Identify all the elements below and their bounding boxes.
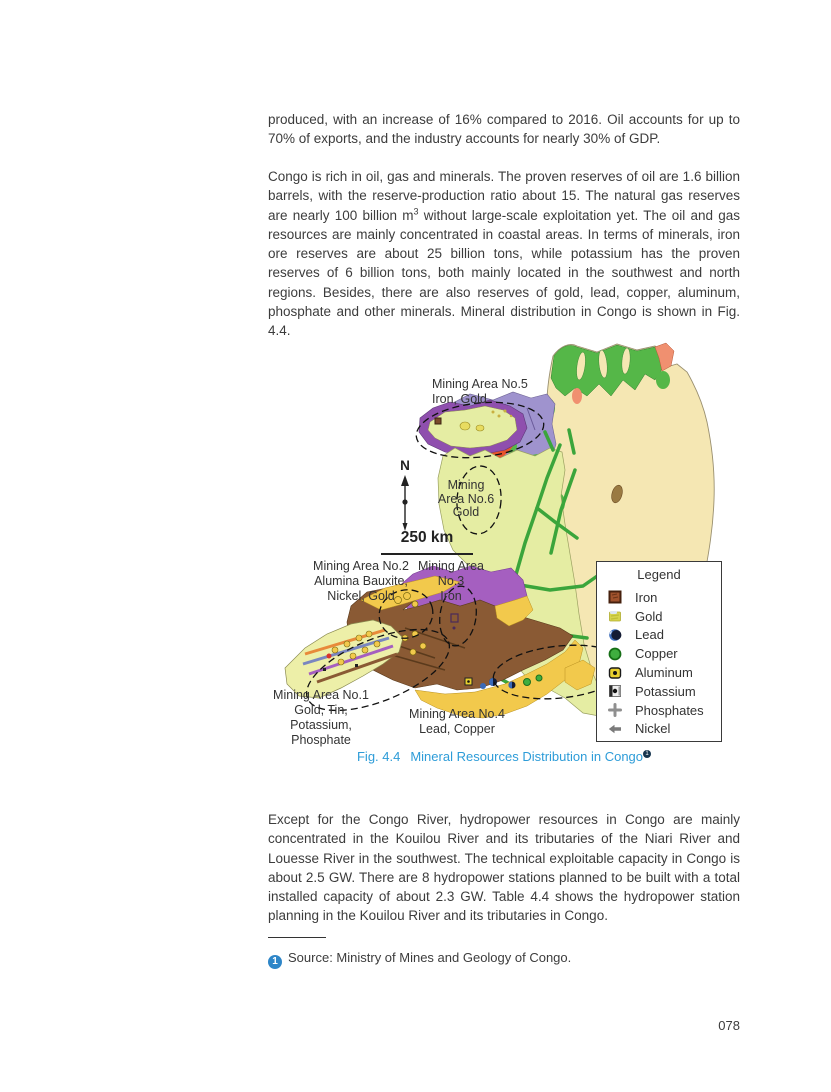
- legend-label-lead: Lead: [635, 627, 664, 643]
- north-label: N: [400, 458, 410, 473]
- label-mining-area-1: [262, 688, 380, 748]
- figure-caption-title: Mineral Resources Distribution in Congo: [410, 749, 644, 764]
- cubic-meter-superscript: 3: [413, 206, 419, 217]
- legend-label-potassium: Potassium: [635, 683, 696, 699]
- legend-label-aluminum: Aluminum: [635, 665, 693, 681]
- label-mining-area-2: [313, 559, 409, 604]
- gold-deposit-icon: [608, 609, 622, 623]
- legend-label-phosphates: Phosphates: [635, 702, 704, 718]
- legend-title: Legend: [637, 567, 681, 582]
- footnote-separator: [268, 937, 326, 938]
- legend-row-phosphates: [597, 701, 721, 720]
- label-area3-line2: No.3: [437, 574, 465, 588]
- label-mining-area-5: [432, 377, 528, 406]
- paragraph-oil-gdp: produced, with an increase of 16% compared to 2016. Oil accounts for up to 70% of exports, and the industry accounts for nearly 30% of GDP.: [268, 112, 740, 147]
- label-mining-area-6: [432, 479, 500, 520]
- legend-row-iron: [597, 588, 721, 607]
- label-area2-line1: Mining Area No.2: [313, 559, 409, 573]
- label-area4-line1: Mining Area No.4: [409, 707, 505, 721]
- legend-row-lead: [597, 626, 721, 645]
- label-area1-line3: Phosphate: [291, 733, 351, 747]
- label-area3-line3: Iron: [440, 589, 462, 603]
- copper-circle-icon: [608, 647, 622, 661]
- label-area5-line2: Iron, Gold: [432, 391, 487, 406]
- legend-label-gold: Gold: [635, 608, 663, 624]
- scale-bar-line: [381, 553, 473, 555]
- label-area6-line2: Area No.6: [437, 491, 495, 506]
- footnote-text: Source: Ministry of Mines and Geology of Congo.: [288, 950, 572, 965]
- legend-row-aluminum: [597, 663, 721, 682]
- iron-square-icon: [608, 590, 622, 604]
- legend-label-nickel: Nickel: [635, 721, 671, 737]
- nickel-arrow-icon: [608, 722, 622, 736]
- label-mining-area-3: [415, 559, 487, 604]
- footnote-marker-icon: 1: [268, 955, 282, 969]
- label-area1-line2: Gold, Tin, Potassium,: [290, 703, 352, 732]
- paragraph-minerals-text-cont: without large-scale exploitation yet. The oil and gas resources are mainly concentrated in coastal areas. In terms of minerals, iron ore reserves are about 25 billion tons, while potassium has the proven reserves of 6 billion tons, both mainly located in the southwest and north regions. Besides, there are also reserves of gold, lead, copper, aluminum, phosphate and other minerals. Mineral distribution in Congo is shown in Fig. 4.4.: [268, 207, 740, 339]
- label-mining-area-4: [405, 707, 509, 737]
- potassium-square-icon: [608, 684, 622, 698]
- label-area6-line3: Gold: [452, 505, 480, 519]
- label-area2-line2: Alumina Bauxite,: [314, 574, 408, 588]
- label-area2-line3: Nickel, Gold: [327, 589, 395, 603]
- label-area6-line1: Mining: [447, 478, 485, 492]
- lead-circle-icon: [608, 628, 622, 642]
- paragraph-hydropower: Except for the Congo River, hydropower resources in Congo are mainly concentrated in the Kouilou River and its tributaries of the Niari River and Louesse River in the southwest. The technical exploitable capacity in Congo is about 2.5 GW. There are 8 hydropower stations planned to be built with a total installed capacity of about 2.3 GW. Table 4.4 shows the hydropower station planning in the Kouilou River and its tributaries in Congo.: [268, 812, 740, 924]
- label-area1-line1: Mining Area No.1: [273, 688, 369, 702]
- phosphates-cross-icon: [608, 703, 622, 717]
- caption-footnote-ref-icon: 1: [643, 750, 651, 758]
- figure-caption: [268, 749, 740, 764]
- label-area4-line2: Lead, Copper: [419, 722, 495, 736]
- legend-label-iron: Iron: [635, 589, 658, 605]
- figure-caption-prefix: Fig. 4.4: [356, 749, 401, 764]
- paragraph-minerals-text: Congo is rich in oil, gas and minerals. The proven reserves of oil are 1.6 billion barrels, with the reserve-production ratio about 15. The natural gas reserves are nearly 100 billion m: [268, 169, 740, 223]
- footnote: [268, 950, 740, 969]
- legend-label-copper: Copper: [635, 646, 678, 662]
- map-legend: [596, 561, 722, 742]
- page-number: 078: [718, 1018, 740, 1033]
- north-arrow-icon: [398, 475, 412, 531]
- scale-bar-label: 250 km: [400, 529, 454, 546]
- label-area3-line1: Mining Area: [417, 559, 484, 573]
- legend-row-potassium: [597, 682, 721, 701]
- legend-row-nickel: [597, 720, 721, 739]
- label-area5-line1: Mining Area No.5: [432, 377, 528, 391]
- aluminum-square-icon: [608, 666, 622, 680]
- paragraph-minerals: [268, 167, 740, 341]
- legend-row-copper: [597, 644, 721, 663]
- legend-row-gold: [597, 607, 721, 626]
